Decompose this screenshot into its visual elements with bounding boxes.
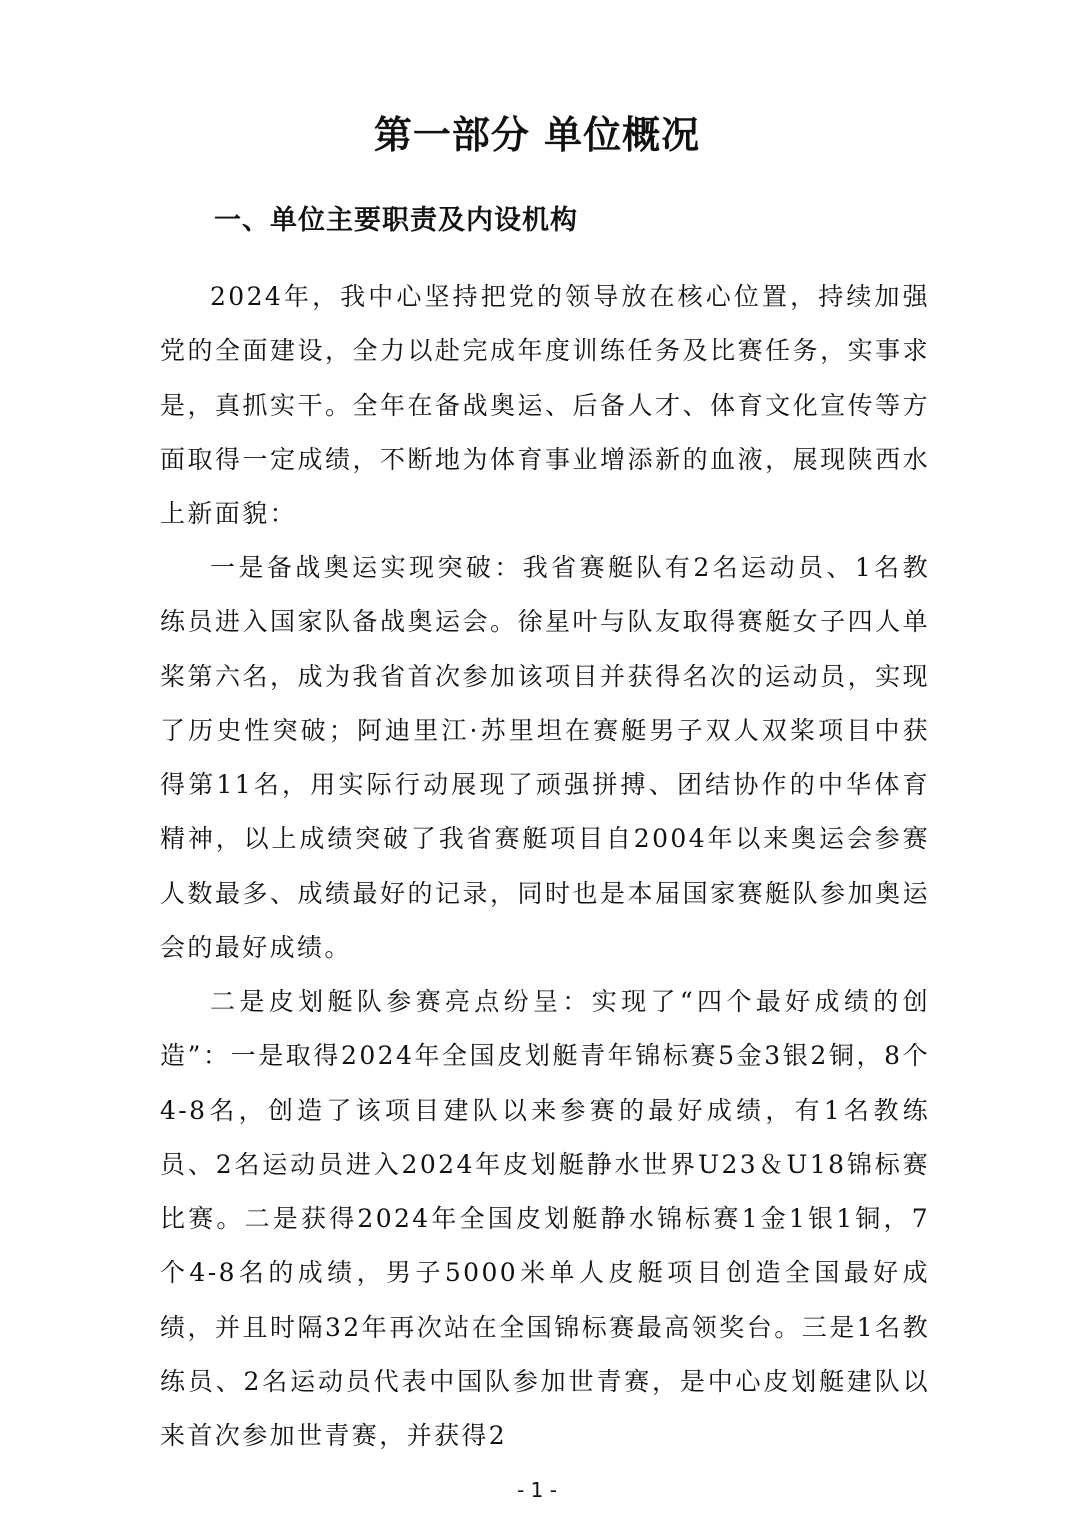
page-title: 第一部分 单位概况 — [373, 112, 701, 157]
section-heading: 一、单位主要职责及内设机构 — [214, 205, 578, 236]
body-paragraph: 2024年，我中心坚持把党的领导放在核心位置，持续加强党的全面建设，全力以赴完成年度训练任务及比赛任务，实事求是，真抓实干。全年在备战奥运、后备人才、体育文化宣传等方面取得一定成绩，不断地为体育事业增添新的血液，展现陕西水上新面貌： — [160, 282, 930, 529]
body-paragraph: 二是皮划艇队参赛亮点纷呈：实现了“四个最好成绩的创造”：一是取得2024年全国皮划艇青年锦标赛5金3银2铜，8个4-8名，创造了该项目建队以来参赛的最好成绩，有1名教练员、2名运动员进入2024年皮划艇静水世界U23＆U18锦标赛比赛。二是获得2024年全国皮划艇静水锦标赛1金1银1铜，7个4-8名的成绩，男子5000米单人皮艇项目创造全国最好成绩，并且时隔32年再次站在全国锦标赛最高领奖台。三是1名教练员、2名运动员代表中国队参加世青赛，是中心皮划艇建队以来首次参加世青赛，并获得2 — [160, 987, 930, 1451]
page-number: - 1 - — [517, 1478, 557, 1502]
body-paragraph: 一是备战奥运实现突破：我省赛艇队有2名运动员、1名教练员进入国家队备战奥运会。徐星叶与队友取得赛艇女子四人单桨第六名，成为我省首次参加该项目并获得名次的运动员，实现了历史性突破；阿迪里江·苏里坦在赛艇男子双人双桨项目中获得第11名，用实际行动展现了顽强拼搏、团结协作的中华体育精神，以上成绩突破了我省赛艇项目自2004年以来奥运会参赛人数最多、成绩最好的记录，同时也是本届国家赛艇队参加奥运会的最好成绩。 — [160, 553, 930, 963]
